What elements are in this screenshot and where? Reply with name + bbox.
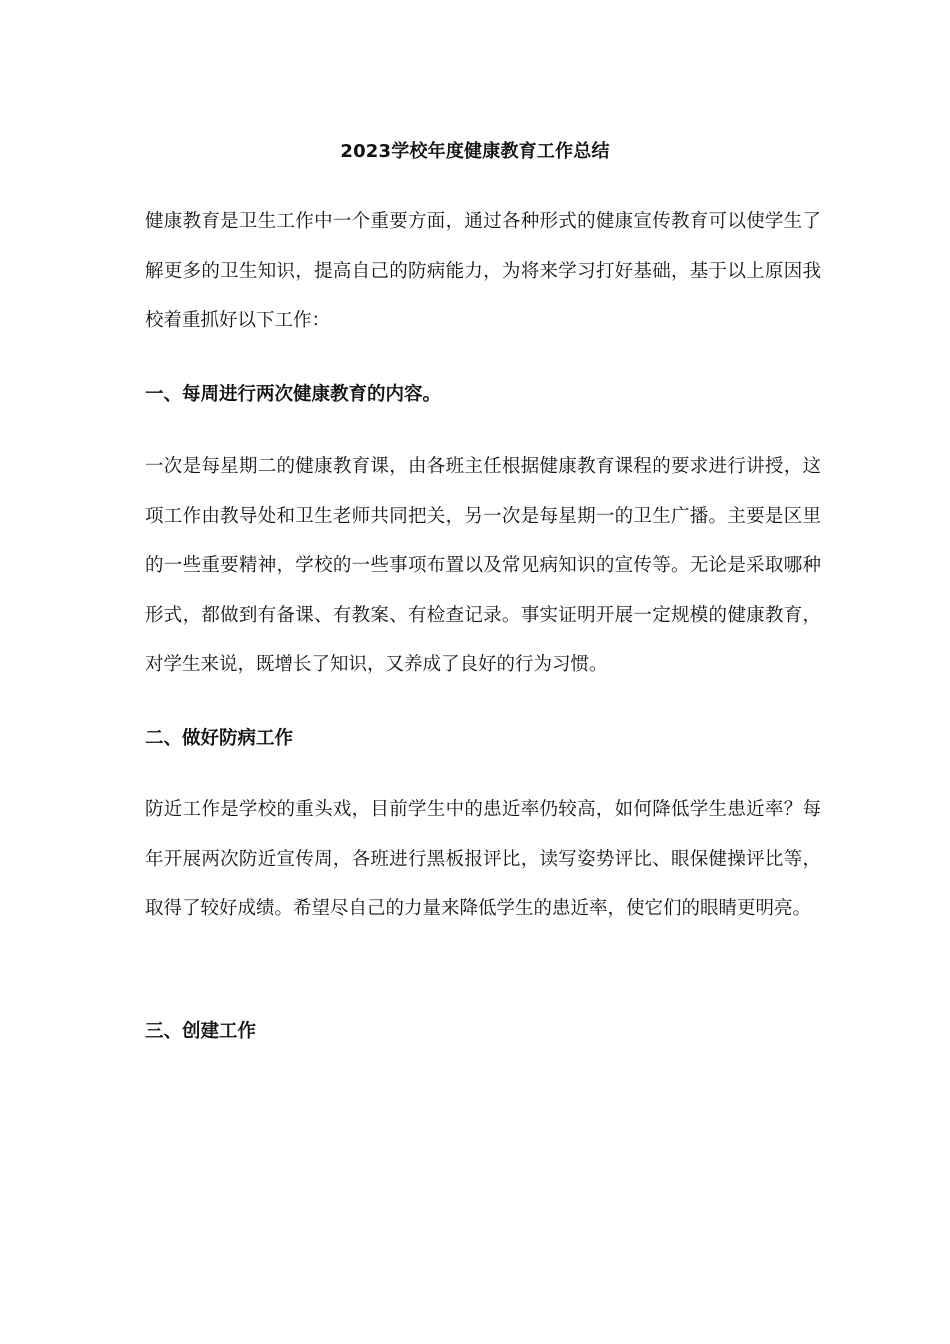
section-1-body: 一次是每星期二的健康教育课，由各班主任根据健康教育课程的要求进行讲授，这项工作由教导处和卫生老师共同把关，另一次是每星期一的卫生广播。主要是区里的一些重要精神，学校的一些事项布置以及常见病知识的宣传等。无论是采取哪种形式，都做到有备课、有教案、有检查记录。事实证明开展一定规模的健康教育，对学生来说，既增长了知识，又养成了良好的行为习惯。 [145,456,821,675]
intro-paragraph: 健康教育是卫生工作中一个重要方面，通过各种形式的健康宣传教育可以使学生了解更多的卫生知识，提高自己的防病能力，为将来学习打好基础，基于以上原因我校着重抓好以下工作： [145,211,821,331]
section-3-heading: 三、创建工作 [145,1021,257,1042]
section-2-heading: 二、做好防病工作 [145,728,294,749]
document-title: 2023学校年度健康教育工作总结 [340,141,610,162]
section-1-heading: 一、每周进行两次健康教育的内容。 [145,384,442,405]
section-2-body: 防近工作是学校的重头戏，目前学生中的患近率仍较高，如何降低学生患近率？每年开展两次防近宣传周，各班进行黑板报评比，读写姿势评比、眼保健操评比等，取得了较好成绩。希望尽自己的力量来降低学生的患近率，使它们的眼睛更明亮。 [145,799,821,919]
